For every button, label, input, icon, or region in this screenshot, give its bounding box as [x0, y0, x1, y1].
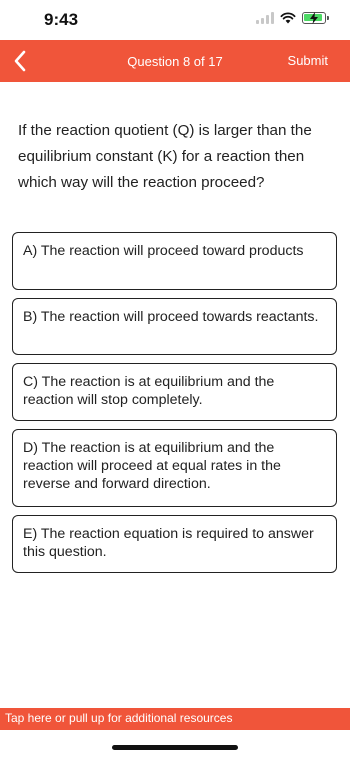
- signal-icon: [256, 12, 274, 24]
- wifi-icon: [280, 12, 296, 24]
- header-bar: [0, 40, 350, 82]
- option-e[interactable]: E) The reaction equation is required to answer this question.: [12, 515, 337, 573]
- option-c[interactable]: C) The reaction is at equilibrium and the reaction will stop completely.: [12, 363, 337, 421]
- resources-bar[interactable]: Tap here or pull up for additional resources: [0, 708, 350, 730]
- option-b[interactable]: B) The reaction will proceed towards reactants.: [12, 298, 337, 355]
- option-d[interactable]: D) The reaction is at equilibrium and the reaction will proceed at equal rates in the reverse and forward direction.: [12, 429, 337, 507]
- option-a[interactable]: A) The reaction will proceed toward products: [12, 232, 337, 290]
- home-indicator[interactable]: [112, 745, 238, 750]
- question-text: If the reaction quotient (Q) is larger than the equilibrium constant (K) for a reaction then which way will the reaction proceed?: [18, 122, 312, 191]
- status-bar: [0, 0, 350, 40]
- status-time: 9:43: [44, 10, 79, 29]
- answer-options: [12, 232, 337, 581]
- submit-button[interactable]: Submit: [287, 53, 328, 68]
- battery-charging-icon: [302, 12, 326, 24]
- status-icons: [256, 12, 326, 24]
- question-counter: Question 8 of 17: [127, 54, 223, 69]
